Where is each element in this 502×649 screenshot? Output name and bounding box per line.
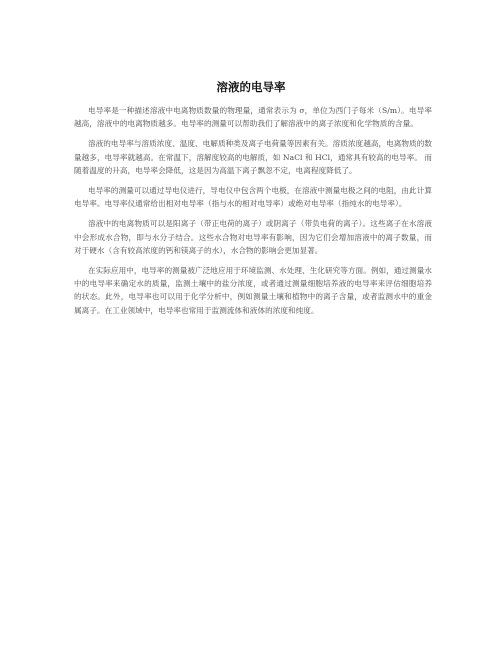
- paragraph: 电导率是一种描述溶液中电离物质数量的物理量，通常表示为 σ，单位为西门子每米（S/m）。电导率越高，溶液中的电离物质越多。电导率的测量可以帮助我们了解溶液中的离子浓度和化学物质的含量。: [74, 106, 432, 129]
- paragraph: 电导率的测量可以通过导电仪进行，导电仪中包含两个电极，在溶液中测量电极之间的电阻，由此计算电导率。电导率仪通常给出相对电导率（指与水的相对电导率）或绝对电导率（指纯水的电导率）。: [74, 186, 432, 209]
- paragraph: 溶液中的电离物质可以是阳离子（带正电荷的离子）或阴离子（带负电荷的离子）。这些离子在水溶液中会形成水合物，即与水分子结合。这些水合物对电导率有影响，因为它们会增加溶液中的离子数量，而对于硬水（含有较高浓度的钙和镁离子的水），水合物的影响会更加显著。: [74, 219, 432, 255]
- paragraph: 溶液的电导率与溶质浓度、温度、电解质种类及离子电荷量等因素有关。溶质浓度越高，电离物质的数量越多，电导率就越高。在常温下，溶解度较高的电解质，如 NaCl 和 HCl，通常具有较高的电导率。 而随着温度的升高，电导率会降低，这是因为高温下离子飘忽不定，电离程度降低了。: [74, 139, 432, 175]
- article-body: [74, 104, 432, 324]
- paragraph: 在实际应用中，电导率的测量被广泛地应用于环境监测、水处理、生化研究等方面。例如，通过测量水中的电导率来确定水的质量，监测土壤中的盐分浓度，或者通过测量细胞培养液的电导率来评估细胞培养的状态。此外，电导率也可以用于化学分析中，例如测量土壤和植物中的离子含量，或者监测水中的重金属离子。在工业领域中，电导率也常用于监测流体和液体的浓度和纯度。: [74, 266, 432, 315]
- page-title: 溶液的电导率: [216, 80, 286, 94]
